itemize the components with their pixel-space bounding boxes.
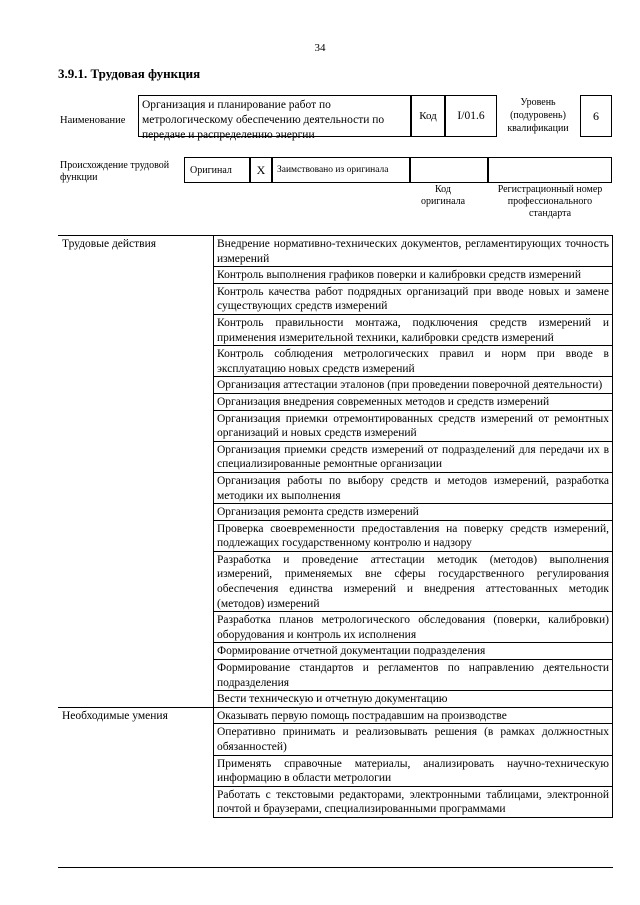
table-row: [58, 707, 613, 724]
page-number: 34: [314, 42, 326, 54]
code-original-cell: [410, 157, 488, 183]
table-item: Организация работы по выбору средств и методов измерений, разработка методики их выполнения: [214, 472, 613, 503]
table-row: [58, 236, 613, 267]
qualification-level: 6: [580, 95, 612, 137]
table-item: Оперативно принимать и реализовывать решения (в рамках должностных обязанностей): [214, 724, 613, 755]
table-item: Контроль правильности монтажа, подключения средств измерений и применения измерительной техники, калибровки средств измерений: [214, 314, 613, 345]
table-item: Организация внедрения современных методов и средств измерений: [214, 393, 613, 410]
code-original-caption: Код оригинала: [420, 184, 466, 207]
table-item: Оказывать первую помощь пострадавшим на производстве: [214, 707, 613, 724]
table-item: Разработка планов метрологического обследования (поверки, калибровки) оборудования и контроль их исполнения: [214, 612, 613, 643]
category-label: Трудовые действия: [58, 236, 214, 708]
code-label: Код: [411, 95, 445, 137]
table-item: Организация приемки отремонтированных средств измерений от ремонтных организаций и новых средств измерений: [214, 410, 613, 441]
labor-function-table: [58, 235, 613, 818]
table-item: Работать с текстовыми редакторами, электронными таблицами, электронной почтой и браузерами, специализированными программами: [214, 786, 613, 817]
level-label: Уровень (подуровень) квалификации: [507, 97, 569, 134]
category-label: Необходимые умения: [58, 707, 214, 817]
reg-number-cell: [488, 157, 612, 183]
table-item: Контроль соблюдения метрологических правил и норм при вводе в эксплуатацию новых средств измерений: [214, 346, 613, 377]
section-title: 3.9.1. Трудовая функция: [58, 66, 201, 81]
table-item: Организация аттестации эталонов (при проведении поверочной деятельности): [214, 377, 613, 394]
table-item: Организация приемки средств измерений от подразделений для передачи их в специализированные ремонтные организации: [214, 441, 613, 472]
reg-number-caption: Регистрационный номер профессионального стандарта: [497, 184, 603, 219]
original-mark: X: [250, 157, 272, 183]
borrowed-label: Заимствовано из оригинала: [272, 157, 410, 183]
table-item: Формирование отчетной документации подразделения: [214, 643, 613, 660]
table-item: Организация ремонта средств измерений: [214, 504, 613, 521]
table-item: Применять справочные материалы, анализировать научно-техническую информацию в области метрологии: [214, 755, 613, 786]
origin-row: [184, 157, 612, 183]
original-label: Оригинал: [184, 157, 250, 183]
table-item: Формирование стандартов и регламентов по направлению деятельности подразделения: [214, 660, 613, 691]
table-bottom-border: [58, 867, 613, 868]
table-item: Контроль выполнения графиков поверки и калибровки средств измерений: [214, 267, 613, 284]
table-item: Проверка своевременности предоставления на поверку средств измерений, подлежащих государственному контролю и надзору: [214, 520, 613, 551]
table-item: Внедрение нормативно-технических документов, регламентирующих точность измерений: [214, 236, 613, 267]
name-label: Наименование: [60, 115, 126, 126]
origin-label: Происхождение трудовой функции: [60, 160, 170, 183]
table-item: Разработка и проведение аттестации методик (методов) выполнения измерений, применяемых вне сферы государственного регулирования обеспечения единства измерений и внедрения аттестованных методик (методов) измерений: [214, 551, 613, 611]
function-code: I/01.6: [445, 95, 497, 137]
function-name: Организация и планирование работ по метрологическому обеспечению деятельности по передаче и распределению энергии: [138, 95, 411, 137]
table-item: Вести техническую и отчетную документацию: [214, 691, 613, 708]
table-item: Контроль качества работ подрядных организаций при вводе новых и замене существующих средств измерений: [214, 283, 613, 314]
